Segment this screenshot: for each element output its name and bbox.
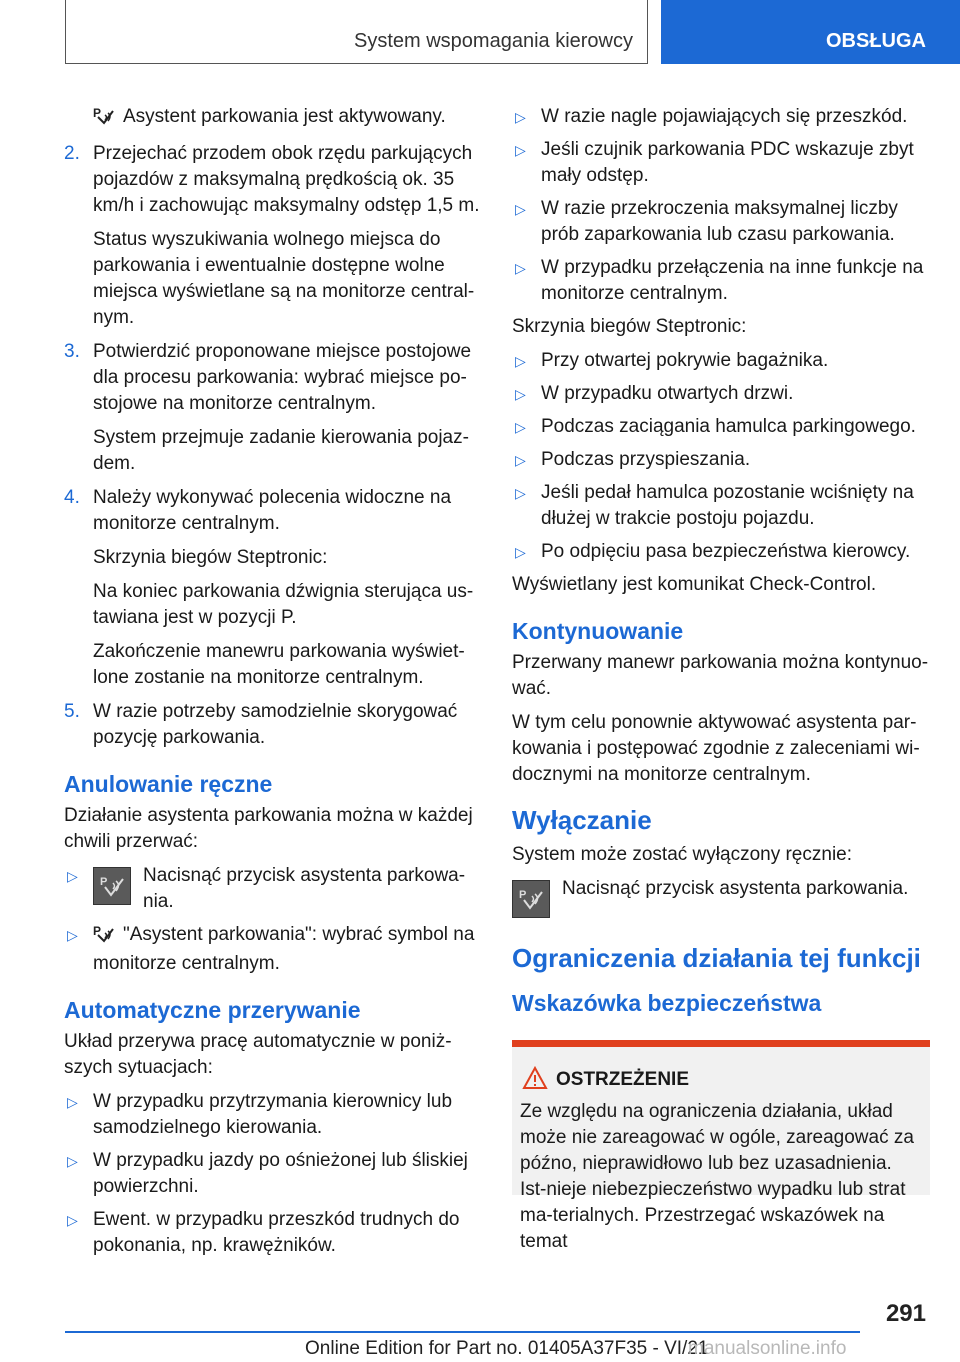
list-item: ▷ Przy otwartej pokrywie bagażnika. (512, 348, 930, 374)
heading-off: Wyłączanie (512, 805, 652, 835)
off-button-row: P Nacisnąć przycisk asystenta parkowania. (512, 876, 930, 922)
auto-text: Układ przerywa pracę automatycznie w poniż-szych sytuacjach: (64, 1031, 452, 1078)
list-item: ▷ Podczas zaciągania hamulca parkingowego. (512, 414, 930, 440)
bullet-icon: ▷ (515, 544, 526, 560)
watermark-brand: manualsonline.info (688, 1338, 847, 1359)
chapter-title: System wspomagania kierowcy (354, 30, 633, 52)
list-item: ▷ P "Asystent parkowania": wybrać symbol na monitorze centralnym. (67, 924, 475, 974)
bullet-icon: ▷ (515, 109, 526, 125)
bullet-icon: ▷ (67, 927, 78, 943)
list-item: ▷ W razie przekroczenia maksymalnej liczby prób zaparkowania lub czasu parkowania. (515, 198, 898, 245)
bullet-icon: ▷ (515, 485, 526, 501)
list-item: ▷ W razie nagle pojawiających się przeszkód. (512, 104, 930, 130)
section-label: OBSŁUGA (826, 30, 926, 52)
list-item: ▷ W przypadku jazdy po ośnieżonej lub śliskiej powierzchni. (67, 1150, 468, 1197)
warning-title: OSTRZEŻENIE (520, 1067, 922, 1093)
footer-divider (65, 1331, 860, 1333)
list-item: ▷ W przypadku przytrzymania kierownicy lub samodzielnego kierowania. (67, 1091, 453, 1138)
heading-limits: Ograniczenia działania tej funkcji (512, 943, 921, 973)
svg-text:P: P (93, 106, 102, 120)
bullet-icon: ▷ (515, 386, 526, 402)
heading-manual-cancel: Anulowanie ręczne (64, 771, 273, 797)
bullet-icon: ▷ (515, 260, 526, 276)
steptronic-label: Skrzynia biegów Steptronic: (512, 316, 747, 337)
svg-text:P: P (519, 889, 527, 901)
list-item: ▷ Ewent. w przypadku przeszkód trudnych do pokonania, np. krawężników. (67, 1209, 460, 1256)
park-assist-button-icon (93, 867, 131, 905)
bullet-icon: ▷ (515, 353, 526, 369)
warning-text: Ze względu na ograniczenia działania, układ może nie zareagować w ogóle, zareagować za późno, nieprawidłowo lub bez uzasadnienia. Ist-nieje niebezpieczeństwo wypadku lub strat ma-terialnych. Przestrzegać wskazówek na temat (520, 1101, 914, 1252)
list-item: ▷ Jeśli czujnik parkowania PDC wskazuje zbyt mały odstęp. (515, 139, 914, 186)
off-text: System może zostać wyłączony ręcznie: (512, 844, 853, 865)
list-item: ▷ P Nacisnąć przycisk asystenta parkowa-nia. (67, 865, 466, 912)
intro-line: P Asystent parkowania jest aktywowany. (64, 104, 480, 133)
step-5: 5. W razie potrzeby samodzielnie skorygować pozycję parkowania. (64, 701, 458, 748)
park-assist-icon (93, 105, 115, 133)
heading-safety: Wskazówka bezpieczeństwa (512, 990, 822, 1016)
svg-text:P: P (93, 924, 102, 938)
bullet-icon: ▷ (67, 868, 78, 884)
list-item: ▷ Po odpięciu pasa bezpieczeństwa kierowcy. (512, 539, 930, 565)
step-3: 3. Potwierdzić proponowane miejsce postojowe dla procesu parkowania: wybrać miejsce po-stojowe na monitorze centralnym. System przejmuje zadanie kierowania pojaz-dem. (64, 341, 472, 474)
warning-box (512, 1040, 930, 1252)
continue-text-2: W tym celu ponownie aktywować asystenta par-kowania i postępować zgodnie z zaleceniami wi-docznymi na monitorze centralnym. (512, 712, 920, 785)
park-assist-button-icon (512, 880, 550, 918)
bullet-icon: ▷ (67, 1094, 78, 1110)
step-4: 4. Należy wykonywać polecenia widoczne na monitorze centralnym. Skrzynia biegów Steptronic: Na koniec parkowania dźwignia sterująca us-tawiana jest w pozycji P. Zakończenie manewru parkowania wyświet-lone zostanie na monitorze centralnym. (64, 487, 474, 688)
list-item: ▷ Podczas przyspieszania. (512, 447, 930, 473)
continue-text-1: Przerwany manewr parkowania można kontynuo-wać. (512, 652, 929, 699)
header-frame (65, 0, 648, 64)
left-column (64, 104, 480, 1266)
bullet-icon: ▷ (67, 1153, 78, 1169)
bullet-icon: ▷ (515, 419, 526, 435)
park-assist-icon (93, 923, 115, 951)
right-column (512, 104, 930, 1252)
heading-auto-interrupt: Automatyczne przerywanie (64, 997, 361, 1023)
bullet-icon: ▷ (67, 1212, 78, 1228)
list-item: ▷ W przypadku przełączenia na inne funkcje na monitorze centralnym. (515, 257, 924, 304)
list-item: ▷ W przypadku otwartych drzwi. (512, 381, 930, 407)
bullet-icon: ▷ (515, 201, 526, 217)
footer-edition: Online Edition for Part no. 01405A37F35 - VI/21 (305, 1338, 709, 1359)
checkcontrol-text: Wyświetlany jest komunikat Check-Control. (512, 574, 877, 595)
warning-triangle-icon (522, 1066, 548, 1090)
page-number: 291 (885, 1300, 926, 1327)
heading-continue: Kontynuowanie (512, 618, 684, 644)
step-2: 2. Przejechać przodem obok rzędu parkujących pojazdów z maksymalną prędkością ok. 35 km/h i zachowując maksymalny odstęp 1,5 m. Status wyszukiwania wolnego miejsca do parkowania i ewentualnie dostępne wolne miejsca wyświetlane są na monitorze central-nym. (64, 143, 480, 328)
cancel-text: Działanie asystenta parkowania można w każdej chwili przerwać: (64, 805, 473, 852)
list-item: ▷ Jeśli pedał hamulca pozostanie wciśnięty na dłużej w trakcie postoju pojazdu. (515, 482, 914, 529)
svg-text:P: P (100, 876, 108, 888)
bullet-icon: ▷ (515, 142, 526, 158)
bullet-icon: ▷ (515, 452, 526, 468)
section-tab[interactable] (661, 0, 960, 64)
